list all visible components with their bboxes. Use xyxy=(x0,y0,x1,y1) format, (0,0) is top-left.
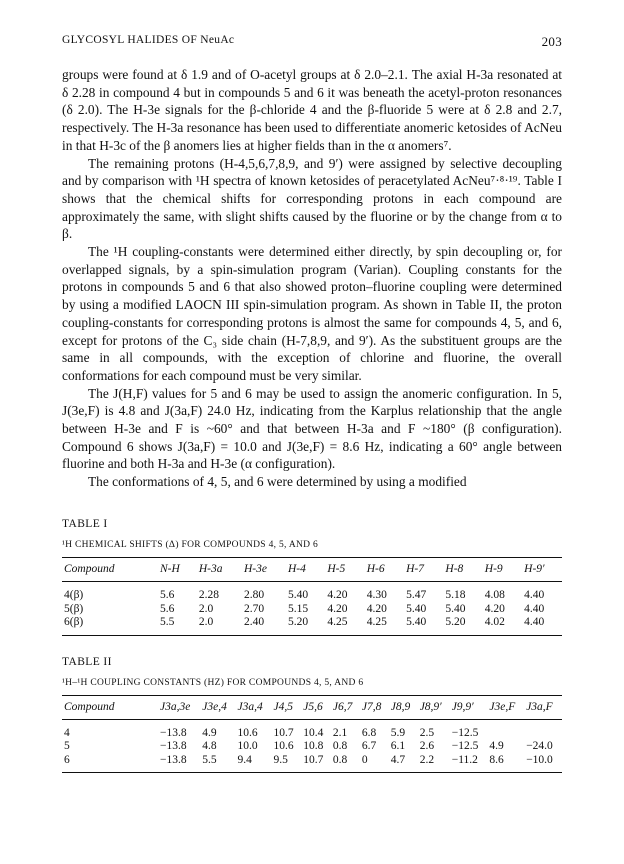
value-cell: 5.40 xyxy=(287,589,309,601)
value-cell: 10.7 xyxy=(301,754,331,773)
value-cell: 10.4 xyxy=(303,726,324,739)
column-header: J3a,3e xyxy=(158,695,200,719)
value-cell: 4.20 xyxy=(366,602,387,615)
value-cell: 0.8 xyxy=(331,754,360,773)
value-cell: 5.18 xyxy=(445,589,466,601)
value-cell: −13.8 xyxy=(158,754,200,773)
value-cell: 4.40 xyxy=(524,602,545,615)
value-cell: 10.6 xyxy=(273,740,294,752)
column-header: H-3a xyxy=(197,558,242,582)
value-cell: 0.8 xyxy=(332,740,348,752)
table-row xyxy=(62,616,562,635)
value-cell: 2.5 xyxy=(419,726,435,739)
value-cell: 4.25 xyxy=(365,616,404,635)
column-header: J9,9′ xyxy=(450,695,488,719)
table-row xyxy=(62,603,562,617)
value-cell: 10.0 xyxy=(237,740,258,752)
table1-caption: ¹H CHEMICAL SHIFTS (Δ) FOR COMPOUNDS 4, 5, AND 6 xyxy=(62,540,319,550)
value-cell: 4.02 xyxy=(483,616,522,635)
column-header: J3e,4 xyxy=(200,695,235,719)
column-header: J4,5 xyxy=(272,695,302,719)
value-cell: −11.2 xyxy=(450,754,488,773)
value-cell: 5.6 xyxy=(160,589,175,601)
value-cell: 10.7 xyxy=(273,726,294,739)
value-cell: 4.30 xyxy=(366,589,387,601)
value-cell: 4.25 xyxy=(325,616,364,635)
value-cell xyxy=(524,719,562,740)
column-header: J6,7 xyxy=(331,695,360,719)
column-header: J3a,4 xyxy=(236,695,272,719)
column-header: J3a,F xyxy=(524,695,562,719)
value-cell: 5.5 xyxy=(200,754,235,773)
value-cell: 5.47 xyxy=(406,589,427,601)
column-header: Compound xyxy=(62,695,158,719)
table1 xyxy=(62,557,562,636)
value-cell: 6.8 xyxy=(361,726,377,739)
paragraph: The ¹H coupling-constants were determined either directly, by spin decoupling or, for overlapped signals, by a spin-simulation program (Varian). Coupling constants for the protons in compounds 5 and 6 that also showed proton–fluorine coupling were determined by using a modified LAOCN III spin-simulation program. As shown in Table II, the proton coupling-constants for corresponding protons is almost the same for compounds 4, 5, and 6, except for protons of the C₃ side chain (H-7,8,9, and 9′). As the substituent groups are the same in all compounds, with the exception of chlorine and fluorine, the overall conformations for each compound must be very similar. xyxy=(62,244,562,383)
value-cell: 2.40 xyxy=(242,616,286,635)
column-header: H-9 xyxy=(483,558,522,582)
column-header: N-H xyxy=(158,558,197,582)
column-header: H-9′ xyxy=(522,558,562,582)
value-cell: 10.6 xyxy=(237,726,258,739)
value-cell: −13.8 xyxy=(160,726,187,739)
value-cell: −24.0 xyxy=(526,740,553,752)
value-cell: 6.7 xyxy=(361,740,377,752)
column-header: H-5 xyxy=(325,558,364,582)
value-cell: −12.5 xyxy=(451,740,479,752)
value-cell: 10.8 xyxy=(303,740,324,752)
column-header: H-4 xyxy=(286,558,325,582)
compound-cell: 5 xyxy=(64,740,70,752)
paragraph: groups were found at δ 1.9 and of O-acetyl groups at δ 2.0–2.1. The axial H-3a resonated at δ 2.28 in compound 4 but in compounds 5 and 6 it was beneath the acetyl-proton resonances (δ 2.0). The H-3e signals for the β-chloride 4 and the β-fluoride 5 were at δ 2.8 and 2.7, respectively. The H-3a resonance has been used to differentiate anomeric ketosides of AcNeu in that H-3c of the β anomers lies at higher fields than in the α anomers⁷. xyxy=(62,67,562,153)
table-row xyxy=(62,740,562,754)
value-cell: 9.5 xyxy=(272,754,302,773)
value-cell: 4.20 xyxy=(484,602,505,615)
value-cell: 2.70 xyxy=(243,602,265,615)
value-cell: −12.5 xyxy=(451,726,479,739)
value-cell: 2.0 xyxy=(197,616,242,635)
value-cell: 2.2 xyxy=(418,754,450,773)
value-cell: 4.8 xyxy=(202,740,217,752)
paragraph: The conformations of 4, 5, and 6 were determined by using a modified xyxy=(88,474,467,490)
compound-cell: 4(β) xyxy=(64,589,84,601)
value-cell: 5.20 xyxy=(443,616,482,635)
tables-section xyxy=(62,518,562,773)
compound-cell: 4 xyxy=(64,726,70,739)
value-cell: 5.9 xyxy=(390,726,406,739)
value-cell: 4.9 xyxy=(489,740,504,752)
column-header: J8,9 xyxy=(389,695,418,719)
value-cell: 0 xyxy=(360,754,389,773)
value-cell: 4.9 xyxy=(202,726,217,739)
value-cell: 4.40 xyxy=(524,589,545,601)
value-cell: 4.40 xyxy=(522,616,562,635)
table2-caption: ¹H–¹H COUPLING CONSTANTS (HZ) FOR COMPOUNDS 4, 5, AND 6 xyxy=(62,677,364,688)
value-cell: 5.15 xyxy=(287,602,309,615)
value-cell: −13.8 xyxy=(160,740,187,752)
value-cell: 5.40 xyxy=(445,602,466,615)
value-cell: 5.40 xyxy=(406,602,427,615)
running-header xyxy=(62,34,562,50)
body-text xyxy=(62,66,562,491)
table2-label: TABLE II xyxy=(62,655,112,668)
value-cell: 6.1 xyxy=(390,740,406,752)
running-title: GLYCOSYL HALIDES OF NeuAc xyxy=(62,34,235,46)
value-cell: −10.0 xyxy=(524,754,562,773)
compound-cell: 6(β) xyxy=(62,616,158,635)
value-cell: 2.0 xyxy=(198,602,214,615)
value-cell: 4.08 xyxy=(484,589,505,601)
compound-cell: 6 xyxy=(62,754,158,773)
value-cell: 5.6 xyxy=(160,602,175,615)
compound-cell: 5(β) xyxy=(64,602,84,615)
value-cell: 9.4 xyxy=(236,754,272,773)
table1-label: TABLE I xyxy=(62,518,108,530)
paragraph: The remaining protons (H-4,5,6,7,8,9, and 9′) were assigned by selective decoupling and by comparison with ¹H spectra of known ketosides of peracetylated AcNeu⁷·⁸·¹⁹. Table I shows that the chemical shifts for corresponding protons in each compound are approximately the same, with slight shifts caused by the fluorine or by the change from α to β. xyxy=(62,155,562,242)
column-header: H-8 xyxy=(443,558,482,582)
value-cell: 2.80 xyxy=(243,589,265,601)
value-cell: 5.5 xyxy=(158,616,197,635)
table-row xyxy=(62,582,562,603)
paragraph: The J(H,F) values for 5 and 6 may be used to assign the anomeric configuration. In 5, J(3e,F) is 4.8 and J(3a,F) 24.0 Hz, indicating from the Karplus relationship that the angle between H-3e and F is ~60° and that between H-3a and F ~180° (β configuration). Compound 6 shows J(3a,F) = 10.0 and J(3e,F) = 8.6 Hz, indicating a 60° angle between fluorine and both H-3a and H-3e (α configuration). xyxy=(62,385,562,472)
value-cell: 5.40 xyxy=(404,616,443,635)
table-row xyxy=(62,754,562,773)
table2 xyxy=(62,695,562,774)
column-header: J5,6 xyxy=(301,695,331,719)
value-cell: 4.7 xyxy=(389,754,418,773)
column-header: J3e,F xyxy=(487,695,524,719)
value-cell xyxy=(487,719,524,740)
table-row xyxy=(62,719,562,740)
value-cell: 4.20 xyxy=(327,589,348,601)
page-number: 203 xyxy=(541,34,562,49)
value-cell: 5.20 xyxy=(286,616,325,635)
column-header: H-7 xyxy=(404,558,443,582)
value-cell: 2.1 xyxy=(332,726,348,739)
column-header: H-3e xyxy=(242,558,286,582)
column-header: H-6 xyxy=(365,558,404,582)
value-cell: 2.28 xyxy=(198,589,219,601)
value-cell: 2.6 xyxy=(419,740,435,752)
value-cell: 4.20 xyxy=(327,602,348,615)
value-cell: 8.6 xyxy=(487,754,524,773)
column-header: J8,9′ xyxy=(418,695,450,719)
column-header: J7,8 xyxy=(360,695,389,719)
column-header: Compound xyxy=(62,558,158,582)
